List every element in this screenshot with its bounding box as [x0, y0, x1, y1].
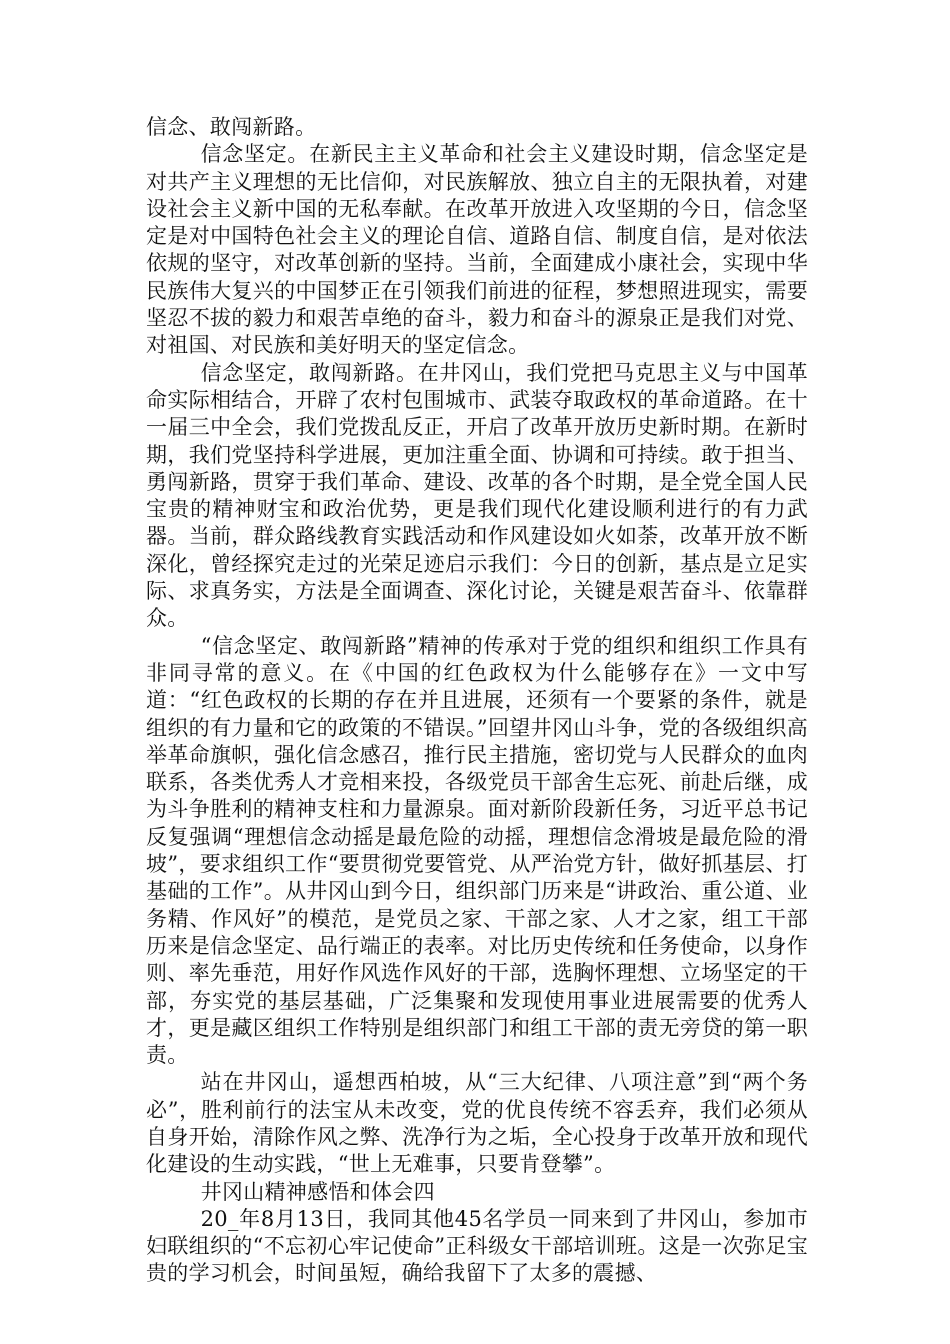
- paragraph-organization-work: “信念坚定、敢闯新路”精神的传承对于党的组织和组织工作具有非同寻常的意义。在《中国的红色政权为什么能够存在》一文中写道：“红色政权的长期的存在并且进展，还须有一个要紧的条件，就是组织的有力量和它的政策的不错误。”回望井冈山斗争，党的各级组织高举革命旗帜，强化信念感召，推行民主措施，密切党与人民群众的血肉联系，各类优秀人才竞相来投，各级党员干部舍生忘死、前赴后继，成为斗争胜利的精神支柱和力量源泉。面对新阶段新任务，习近平总书记反复强调“理想信念动摇是最危险的动摇，理想信念滑坡是最危险的滑坡”，要求组织工作“要贯彻党要管党、从严治党方针，做好抓基层、打基础的工作”。从井冈山到今日，组织部门历来是“讲政治、重公道、业务精、作风好”的模范，是党员之家、干部之家、人才之家，组工干部历来是信念坚定、品行端正的表率。对比历史传统和任务使命，以身作则、率先垂范，用好作风选作风好的干部，选胸怀理想、立场坚定的干部，夯实党的基层基础，广泛集聚和发现使用事业进展需要的优秀人才，更是藏区组织工作特别是组织部门和组工干部的责无旁贷的第一职责。: [146, 633, 808, 1068]
- paragraph-faith-firm: 信念坚定。在新民主主义革命和社会主义建设时期，信念坚定是对共产主义理想的无比信仰，对民族解放、独立自主的无限执着，对建设社会主义新中国的无私奉献。在改革开放进入攻坚期的今日，信念坚定是对中国特色社会主义的理论自信、道路自信、制度自信，是对依法依规的坚守，对改革创新的坚持。当前，全面建成小康社会，实现中华民族伟大复兴的中国梦正在引领我们前进的征程，梦想照进现实，需要坚忍不拔的毅力和艰苦卓绝的奋斗，毅力和奋斗的源泉正是我们对党、对祖国、对民族和美好明天的坚定信念。: [146, 142, 808, 358]
- paragraph-continuation: 信念、敢闯新路。: [146, 115, 317, 139]
- paragraph-training-class: 20_年8月13日，我同其他45名学员一同来到了井冈山，参加市妇联组织的“不忘初心牢记使命”正科级女干部培训班。这是一次弥足宝贵的学习机会，时间虽短，确给我留下了太多的震撼、: [146, 1206, 808, 1286]
- paragraph-new-road: 信念坚定，敢闯新路。在井冈山，我们党把马克思主义与中国革命实际相结合，开辟了农村包围城市、武装夺取政权的革命道路。在十一届三中全会，我们党拨乱反正，开启了改革开放历史新时期。在新时期，我们党坚持科学进展，更加注重全面、协调和可持续。敢于担当、勇闯新路，贯穿于我们革命、建设、改革的各个时期，是全党全国人民宝贵的精神财宝和政治优势，更是我们现代化建设顺利进行的有力武器。当前，群众路线教育实践活动和作风建设如火如荼，改革开放不断深化，曾经探究走过的光荣足迹启示我们：今日的创新，基点是立足实际、求真务实，方法是全面调查、深化讨论，关键是艰苦奋斗、依靠群众。: [146, 360, 808, 631]
- document-body: [146, 114, 808, 1288]
- paragraph-jinggangshan-xibaipo: 站在井冈山，遥想西柏坡，从“三大纪律、八项注意”到“两个务必”，胜利前行的法宝从未改变，党的优良传统不容丢弃，我们必须从自身开始，清除作风之弊、洗净行为之垢，全心投身于改革开放和现代化建设的生动实践，“世上无难事，只要肯登攀”。: [146, 1070, 808, 1177]
- section-heading: 井冈山精神感悟和体会四: [200, 1179, 435, 1204]
